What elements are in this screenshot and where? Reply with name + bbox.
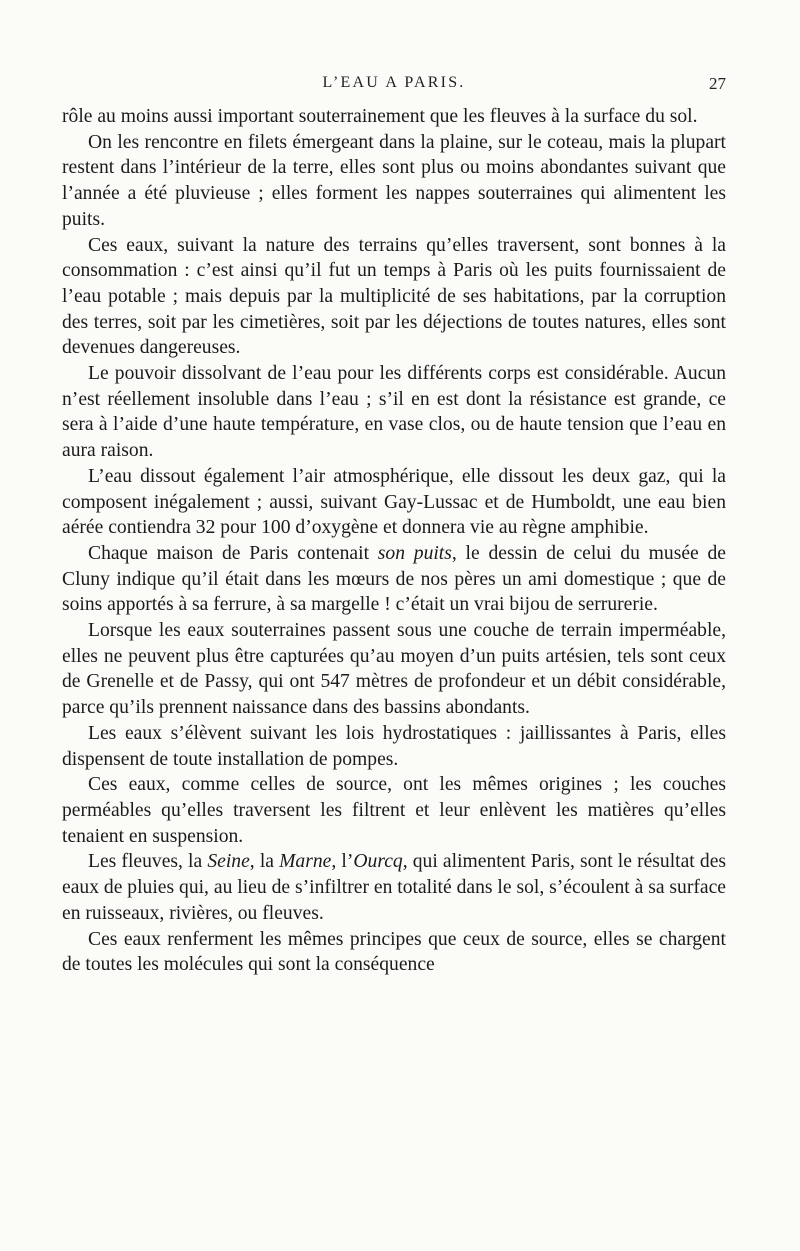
- body-text: [62, 104, 726, 978]
- italic-marne: Marne: [279, 851, 332, 873]
- paragraph-11: Ces eaux renferment les mêmes principes que ceux de source, elles se chargent de toutes les molécules qui sont la conséquence: [62, 928, 726, 976]
- page-number: 27: [709, 74, 726, 93]
- paragraph-3: Ces eaux, suivant la nature des terrains qu’elles traversent, sont bonnes à la consommation : c’est ainsi qu’il fut un temps à Paris où les puits fournissaient de l’eau potable ; mais depuis par la multiplicité de ses habitations, par la corruption des terres, soit par les cimetières, soit par les déjections de toutes natures, elles sont devenues dangereuses.: [62, 234, 726, 359]
- running-title: L’EAU A PARIS.: [322, 74, 466, 91]
- italic-ourcq: Ourcq: [353, 851, 403, 873]
- paragraph-8: Les eaux s’élèvent suivant les lois hydrostatiques : jaillissantes à Paris, elles dispensent de toute installation de pompes.: [62, 722, 726, 770]
- paragraph-4: Le pouvoir dissolvant de l’eau pour les différents corps est considérable. Aucun n’est réellement insoluble dans l’eau ; s’il en est dont la résistance est grande, ce sera à l’aide d’une haute température, en vase clos, ou de haute tension que l’eau en aura raison.: [62, 363, 726, 462]
- paragraph-2: On les rencontre en filets émergeant dans la plaine, sur le coteau, mais la plupart restent dans l’intérieur de la terre, elles sont plus ou moins abondantes suivant que l’année a été pluvieuse ; elles forment les nappes souterraines qui alimentent les puits.: [62, 131, 726, 230]
- paragraph-6: Chaque maison de Paris contenait son puits, le dessin de celui du musée de Cluny indique qu’il était dans les mœurs de nos pères un ami domestique ; que de soins apportés à sa ferrure, à sa margelle ! c’était un vrai bijou de serrurerie.: [62, 542, 726, 616]
- paragraph-7: Lorsque les eaux souterraines passent sous une couche de terrain imperméable, elles ne peuvent plus être capturées qu’au moyen d’un puits artésien, tels sont ceux de Grenelle et de Passy, qui ont 547 mètres de profondeur et un débit considérable, parce qu’ils prennent naissance dans des bassins abondants.: [62, 620, 726, 719]
- book-page: [62, 74, 726, 978]
- paragraph-9: Ces eaux, comme celles de source, ont les mêmes origines ; les couches perméables qu’elles traversent les filtrent et leur enlèvent les matières qu’elles tenaient en suspension.: [62, 774, 726, 847]
- paragraph-1: rôle au moins aussi important souterrainement que les fleuves à la surface du sol.: [62, 106, 698, 127]
- paragraph-5: L’eau dissout également l’air atmosphérique, elle dissout les deux gaz, qui la composent inégalement ; aussi, suivant Gay-Lussac et de Humboldt, une eau bien aérée contiendra 32 pour 100 d’oxygène et donnera vie au règne amphibie.: [62, 465, 726, 539]
- paragraph-10: Les fleuves, la Seine, la Marne, l’Ourcq, qui alimentent Paris, sont le résultat des eaux de pluies qui, au lieu de s’infiltrer en totalité dans le sol, s’écoulent à sa surface en ruisseaux, rivières, ou fleuves.: [62, 851, 727, 924]
- italic-son-puits: son puits: [377, 542, 452, 564]
- page-header: [62, 74, 726, 104]
- italic-seine: Seine: [207, 851, 250, 873]
